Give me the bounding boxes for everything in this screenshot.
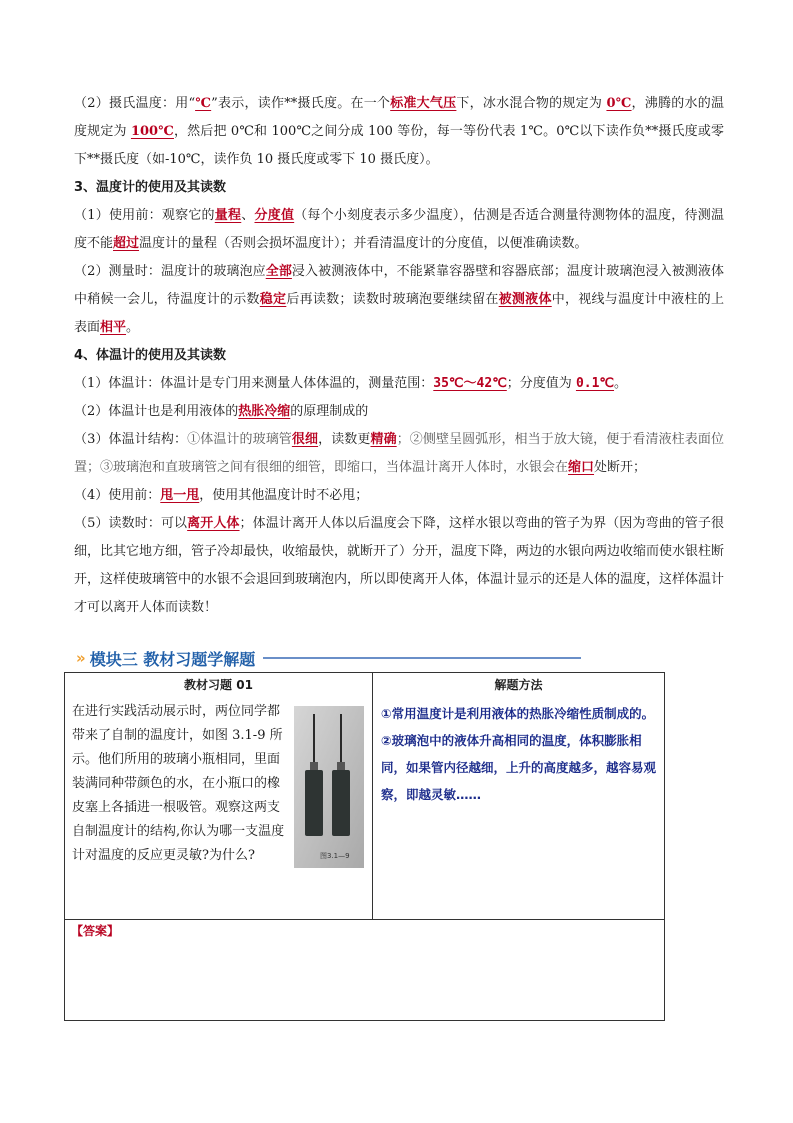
question-text: 在进行实践活动展示时，两位同学都带来了自制的温度计，如图 3.1-9 所示。他们所用的玻璃小瓶相同，里面装满同种带颜色的水，在小瓶口的橡皮塞上各插进一根吸管。观察这两支自制温度计的结构,你认为哪一支温度计对温度的反应更灵敏?为什么? [72, 704, 285, 863]
paragraph-clinical-structure: （3）体温计结构：①体温计的玻璃管很细，读数更精确；②侧壁呈圆弧形，相当于放大镜，便于看清液柱表面位置；③玻璃泡和直玻璃管之间有很细的细管，即缩口，当体温计离开人体时，水银会在缩口处断开； [74, 432, 724, 475]
document-body [74, 90, 724, 622]
solution-step-2: ②玻璃泡中的液体升高相同的温度，体积膨胀相同，如果管内径越细，上升的高度越多，越容易观察，即越灵敏…… [381, 733, 657, 802]
module-divider [263, 657, 581, 659]
exercise-cell [65, 673, 373, 920]
double-chevron-icon: » [76, 649, 86, 667]
heading-clinical-thermometer: 4、体温计的使用及其读数 [74, 348, 227, 363]
answer-label: 【答案】 [71, 924, 120, 938]
paragraph-measuring: （2）测量时：温度计的玻璃泡应全部浸入被测液体中，不能紧靠容器壁和容器底部；温度计玻璃泡浸入被测液体中稍候一会儿，待温度计的示数稳定后再读数；读数时玻璃泡要继续留在被测液体中，视线与温度计中液柱的上表面相平。 [74, 264, 724, 335]
thermometer-photo [294, 706, 364, 868]
solution-text [381, 700, 659, 808]
exercise-header: 教材习题 01 [184, 678, 253, 692]
paragraph-clinical-principle: （2）体温计也是利用液体的热胀冷缩的原理制成的 [74, 404, 369, 419]
figure-label: 图3.1—9 [320, 852, 350, 860]
module-header [76, 645, 581, 671]
exercise-question [72, 700, 368, 868]
module-title: 模块三 教材习题学解题 [89, 649, 256, 669]
exercise-table [64, 672, 665, 1021]
solution-step-1: ①常用温度计是利用液体的热胀冷缩性质制成的。 [381, 706, 655, 721]
paragraph-clinical-reading: （5）读数时：可以离开人体；体温计离开人体以后温度会下降，这样水银以弯曲的管子为界（因为弯曲的管子很细，比其它地方细，管子冷却最快，收缩最快，就断开了）分开，温度下降，两边的水银向两边收缩而使水银柱断开，这样使玻璃管中的水银不会退回到玻璃泡内，所以即使离开人体，体温计显示的还是人体的温度，这样体温计才可以离开人体而读数！ [74, 516, 725, 615]
solution-cell [373, 673, 664, 920]
paragraph-celsius: （2）摄氏温度：用“℃”表示，读作**摄氏度。在一个标准大气压下，冰水混合物的规定为 0℃，沸腾的水的温度规定为 100℃，然后把 0℃和 100℃之间分成 100 等份，每一等份代表 1℃。0℃以下读作负**摄氏度或零下**摄氏度（如-10℃，读作负 10 摄氏度或零下 10 摄氏度）。 [74, 96, 724, 167]
heading-thermometer-usage: 3、温度计的使用及其读数 [74, 180, 227, 195]
solution-header: 解题方法 [494, 678, 543, 692]
paragraph-clinical-range: （1）体温计：体温计是专门用来测量人体体温的，测量范围：35℃～42℃；分度值为 0.1℃。 [74, 376, 628, 391]
paragraph-clinical-before-use: （4）使用前：甩一甩，使用其他温度计时不必甩； [74, 488, 369, 503]
answer-cell [65, 920, 664, 1020]
paragraph-before-use: （1）使用前：观察它的量程、分度值（每个小刻度表示多少温度），估测是否适合测量待测物体的温度，待测温度不能超过温度计的量程（否则会损坏温度计）；并看清温度计的分度值，以便准确读数。 [74, 208, 724, 251]
